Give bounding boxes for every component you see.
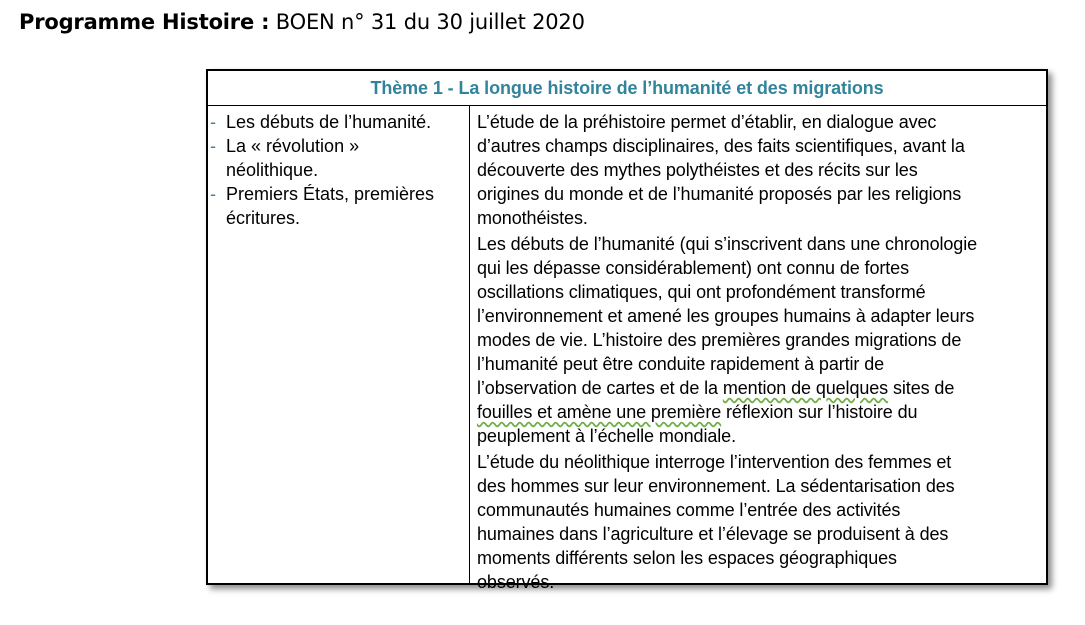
text-line: communautés humaines comme l’entrée des activités bbox=[477, 500, 901, 520]
text-line: observés. bbox=[477, 572, 555, 592]
text-segment: réflexion sur l’histoire du bbox=[721, 402, 918, 422]
theme-title: Thème 1 - La longue histoire de l’humanité et des migrations bbox=[208, 71, 1046, 106]
text-line: L’étude de la préhistoire permet d’établir, en dialogue avec bbox=[477, 112, 937, 132]
topic-line: Les débuts de l’humanité. bbox=[226, 112, 432, 132]
text-line: humaines dans l’agriculture et l’élevage se produisent à des bbox=[477, 524, 949, 544]
document-heading bbox=[19, 8, 585, 36]
text-line: découverte des mythes polythéistes et des récits sur les bbox=[477, 160, 918, 180]
grammar-marked-text: mention de quelques bbox=[722, 378, 889, 398]
text-segment: sites de bbox=[888, 378, 955, 398]
text-line: origines du monde et de l’humanité proposés par les religions bbox=[477, 184, 962, 204]
text-line: qui les dépasse considérablement) ont connu de fortes bbox=[477, 258, 909, 278]
text-line: des hommes sur leur environnement. La sédentarisation des bbox=[477, 476, 955, 496]
text-line: L’étude du néolithique interroge l’intervention des femmes et bbox=[477, 452, 952, 472]
text-line: Les débuts de l’humanité (qui s’inscrivent dans une chronologie bbox=[477, 234, 978, 254]
bullet-dash: - bbox=[210, 136, 216, 156]
text-line: moments différents selon les espaces géographiques bbox=[477, 548, 897, 568]
text-segment: l’observation de cartes et de la bbox=[477, 378, 723, 398]
bullet-dash: - bbox=[210, 184, 216, 204]
text-line: d’autres champs disciplinaires, des faits scientifiques, avant la bbox=[477, 136, 965, 156]
grammar-marked-text: fouilles et amène une première bbox=[477, 402, 722, 422]
topic-item bbox=[210, 134, 469, 182]
text-line: l’environnement et amené les groupes humains à adapter leurs bbox=[477, 306, 975, 326]
topics-column bbox=[208, 106, 470, 583]
heading-source: BOEN n° 31 du 30 juillet 2020 bbox=[275, 10, 585, 34]
text-line: monothéistes. bbox=[477, 208, 588, 228]
paragraph-prehistory bbox=[477, 110, 1046, 230]
topic-line: écritures. bbox=[226, 208, 301, 228]
topic-item bbox=[210, 110, 469, 134]
program-table bbox=[206, 69, 1048, 592]
bullet-dash: - bbox=[210, 112, 216, 132]
paragraph-neolithic bbox=[477, 450, 1046, 594]
topic-line: Premiers États, premières bbox=[226, 184, 435, 204]
text-line: l’humanité peut être conduite rapidement à partir de bbox=[477, 354, 885, 374]
topic-line: La « révolution » bbox=[226, 136, 360, 156]
text-line: peuplement à l’échelle mondiale. bbox=[477, 426, 736, 446]
heading-label: Programme Histoire : bbox=[19, 10, 270, 34]
text-line: modes de vie. L’histoire des premières grandes migrations de bbox=[477, 330, 962, 350]
topic-item bbox=[210, 182, 469, 230]
text-line bbox=[477, 376, 1046, 400]
text-line bbox=[477, 400, 1046, 424]
paragraph-migrations bbox=[477, 232, 1046, 448]
topic-line: néolithique. bbox=[226, 160, 319, 180]
description-column bbox=[471, 106, 1046, 592]
text-line: oscillations climatiques, qui ont profondément transformé bbox=[477, 282, 926, 302]
